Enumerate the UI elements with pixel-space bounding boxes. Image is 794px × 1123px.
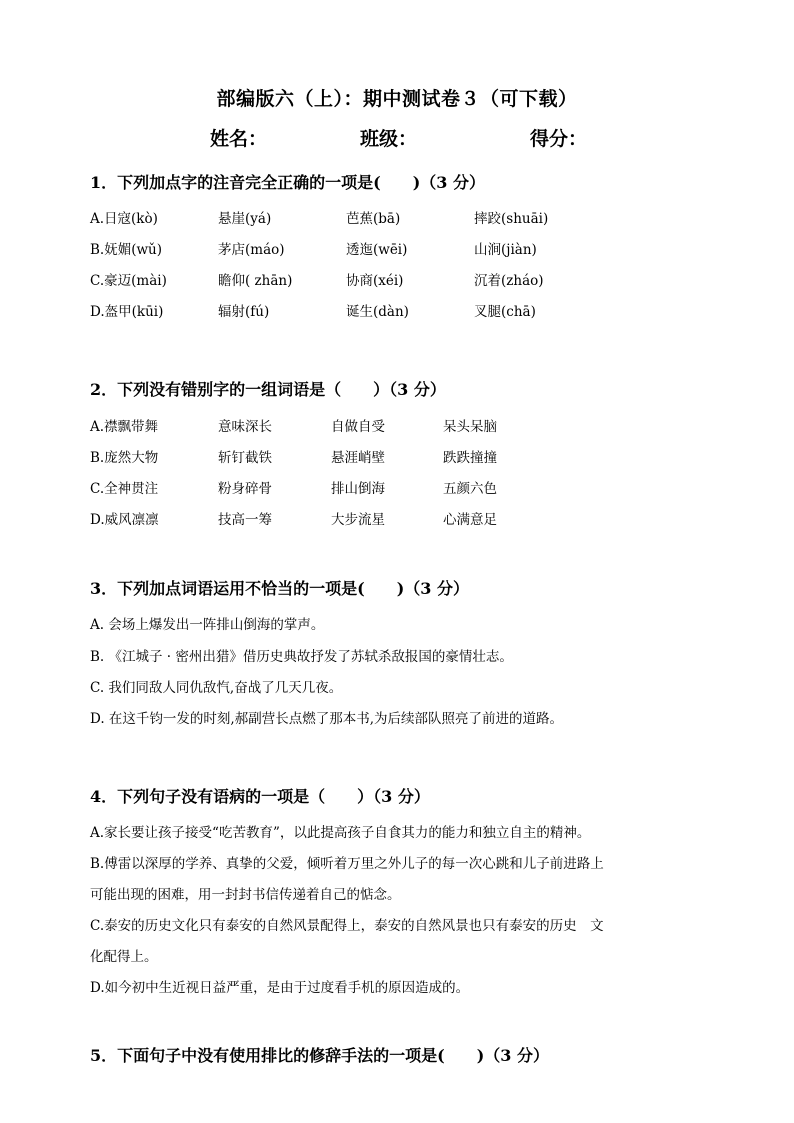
option-item: D.威风凛凛 (90, 512, 159, 528)
question-4-option-c-line-2: 化配得上。 (90, 949, 158, 965)
option-item: 茅店(máo) (218, 242, 285, 258)
question-3-option-a: A. 会场上爆发出一阵排山倒海的掌声。 (90, 617, 325, 633)
option-item: 自做自受 (331, 419, 385, 435)
option-item: B.妩媚(wǔ) (90, 242, 162, 258)
question-4-option-a: A.家长要让孩子接受“吃苦教育”，以此提高孩子自食其力的能力和独立自主的精神。 (90, 825, 591, 841)
option-item: 芭蕉(bā) (346, 211, 401, 227)
option-item: 五颜六色 (443, 481, 497, 497)
option-item: 山涧(jiàn) (474, 242, 537, 258)
question-3-heading: 3．下列加点词语运用不恰当的一项是( )（3 分） (90, 579, 469, 598)
class-label: 班级： (360, 128, 418, 150)
option-item: D.盔甲(kūi) (90, 304, 164, 320)
option-item: A.襟飘带舞 (90, 419, 159, 435)
option-item: 呆头呆脑 (443, 419, 497, 435)
option-item: 心满意足 (443, 512, 497, 528)
question-4-option-d: D.如今初中生近视日益严重，是由于过度看手机的原因造成的。 (90, 980, 470, 996)
option-item: 悬崖(yá) (218, 211, 272, 227)
option-item: 沉着(zháo) (474, 273, 544, 289)
option-item: 大步流星 (331, 512, 385, 528)
question-4-option-b-line-1: B.傅雷以深厚的学养、真挚的父爱，倾听着万里之外儿子的每一次心跳和儿子前进路上 (90, 856, 604, 872)
option-item: 技高一筹 (218, 512, 272, 528)
question-4-option-c-line-1: C.泰安的历史文化只有泰安的自然风景配得上，泰安的自然风景也只有泰安的历史 文 (90, 918, 604, 934)
option-item: B.庞然大物 (90, 450, 159, 466)
option-item: 悬涯峭壁 (331, 450, 385, 466)
score-label: 得分： (530, 128, 588, 150)
option-item: 摔跤(shuāi) (474, 211, 549, 227)
option-item: 辐射(fú) (218, 304, 270, 320)
option-item: 斩钉截铁 (218, 450, 272, 466)
question-1-heading: 1．下列加点字的注音完全正确的一项是( )（3 分） (90, 173, 485, 192)
option-item: 意味深长 (218, 419, 272, 435)
option-item: 粉身碎骨 (218, 481, 272, 497)
option-item: 叉腿(chā) (474, 304, 536, 320)
option-item: 协商(xéi) (346, 273, 404, 289)
page-title: 部编版六（上）：期中测试卷３（可下载） (216, 88, 578, 110)
question-3-option-d: D. 在这千钧一发的时刻,郝副营长点燃了那本书,为后续部队照亮了前进的道路。 (90, 711, 564, 727)
question-3-option-c: C. 我们同敌人同仇敌忾,奋战了几天几夜。 (90, 680, 343, 696)
option-item: 瞻仰( zhān) (218, 273, 293, 289)
question-4-heading: 4．下列句子没有语病的一项是（ ）（3 分） (90, 787, 430, 806)
option-item: 诞生(dàn) (346, 304, 409, 320)
option-item: A.日寇(kò) (90, 211, 158, 227)
question-5-heading: 5．下面句子中没有使用排比的修辞手法的一项是( )（3 分） (90, 1046, 549, 1065)
option-item: 排山倒海 (331, 481, 385, 497)
question-4-option-b-line-2: 可能出现的困难，用一封封书信传递着自己的惦念。 (90, 887, 401, 903)
question-3-option-b: B. 《江城子 · 密州出猎》借历史典故抒发了苏轼杀敌报国的豪情壮志。 (90, 649, 513, 665)
option-item: 透迤(wēi) (346, 242, 408, 258)
question-2-heading: 2．下列没有错别字的一组词语是（ ）（3 分） (90, 380, 446, 399)
option-item: 跌跌撞撞 (443, 450, 497, 466)
option-item: C.豪迈(mài) (90, 273, 167, 289)
name-label: 姓名： (210, 128, 268, 150)
option-item: C.全神贯注 (90, 481, 159, 497)
